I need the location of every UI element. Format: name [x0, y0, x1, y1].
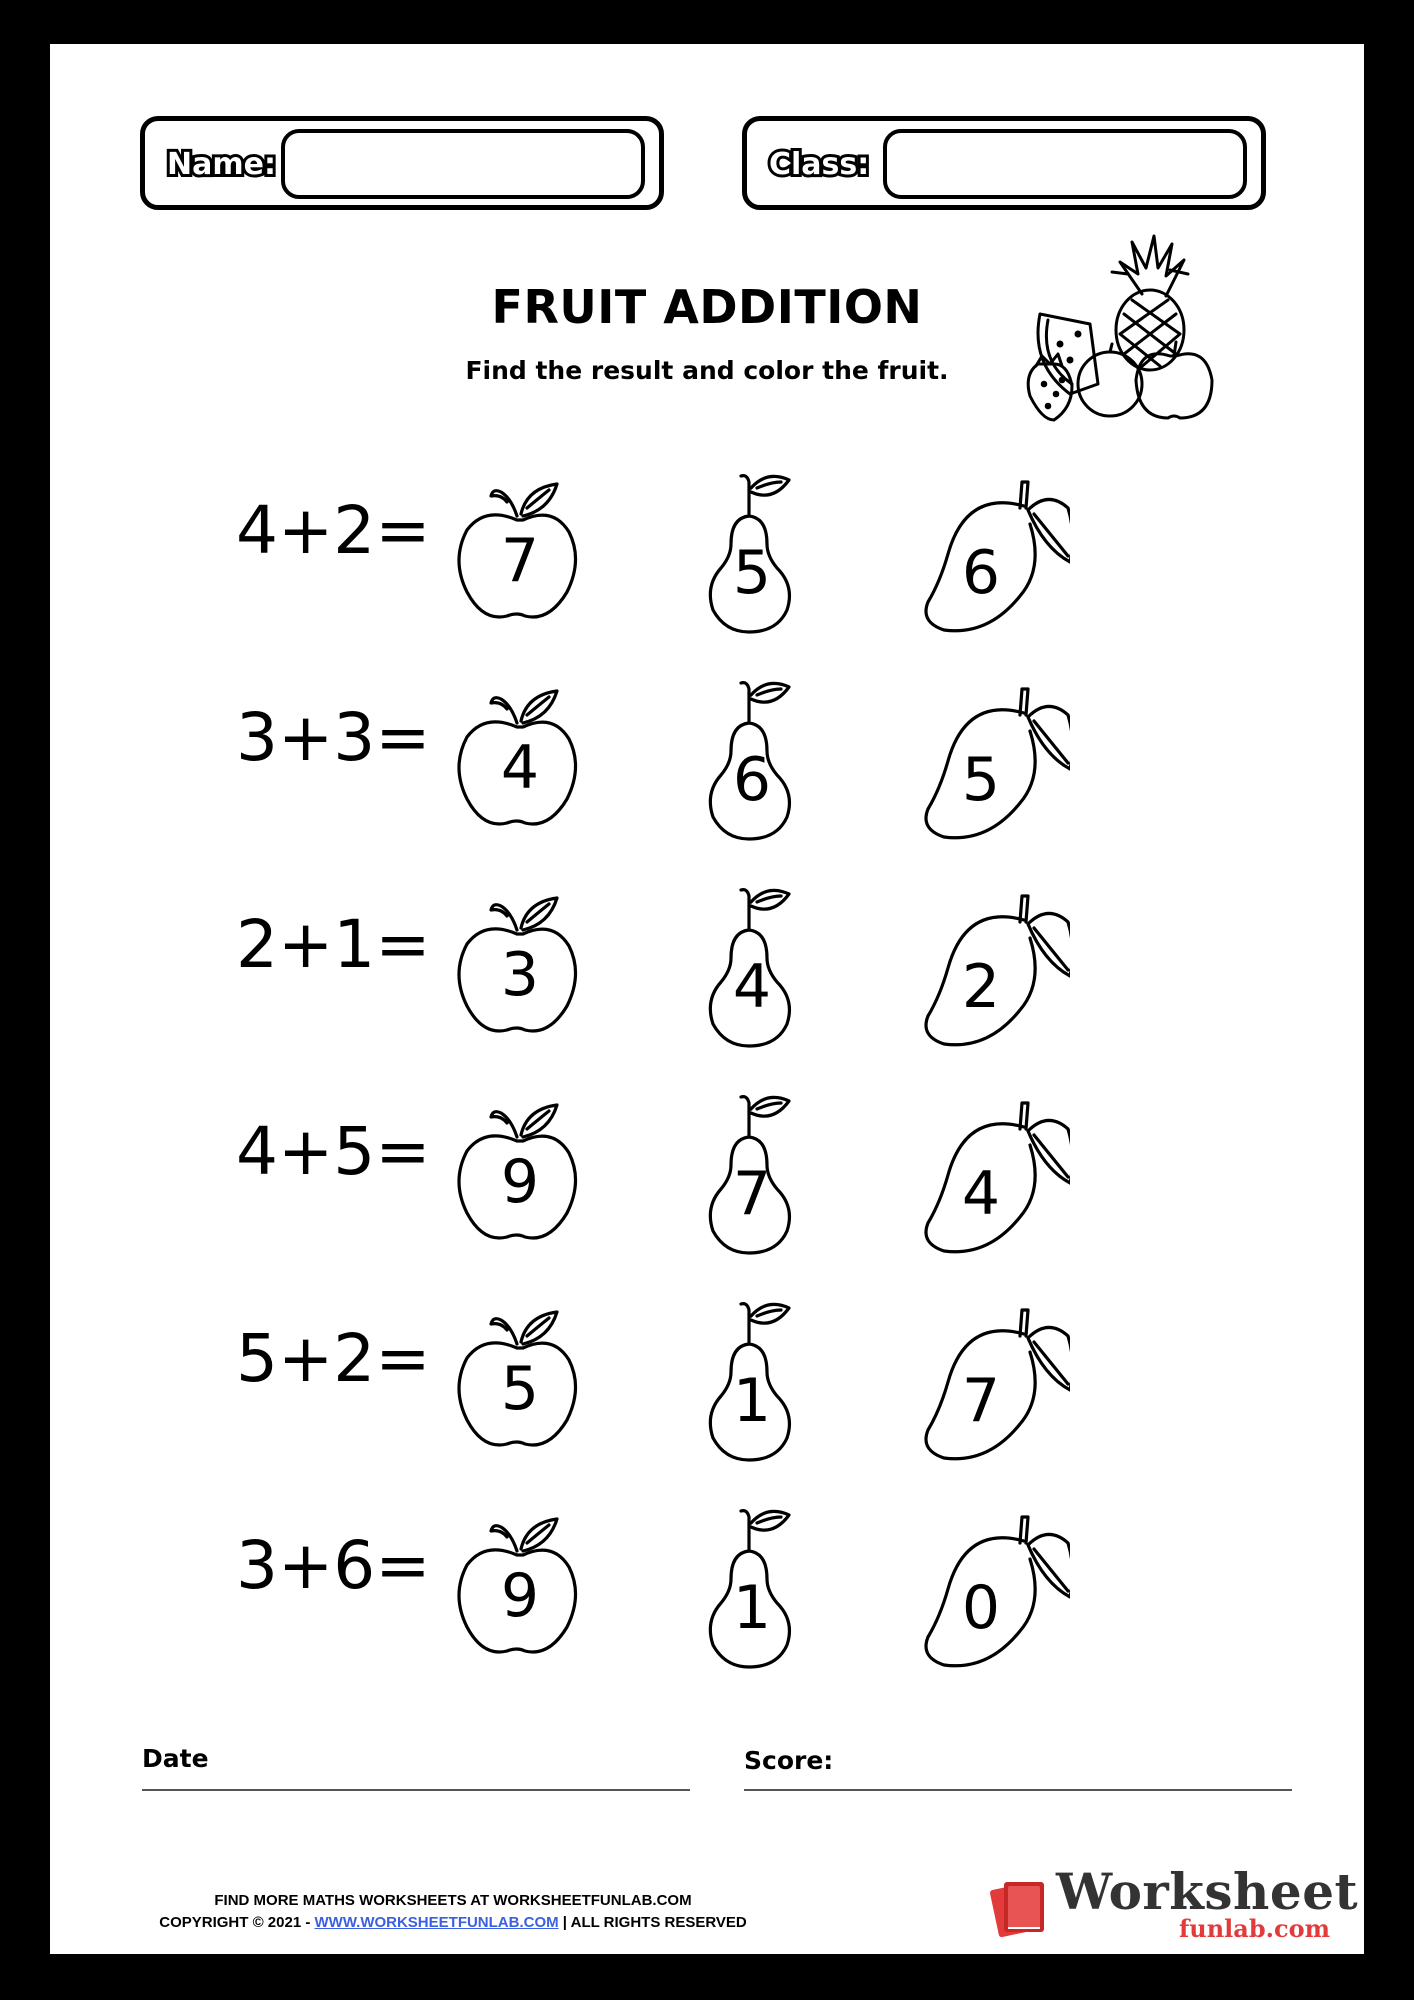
mango-answer-option[interactable] — [920, 1499, 1070, 1669]
equation: 4+2= — [236, 492, 431, 569]
equation: 2+1= — [236, 906, 431, 983]
logo-subtext: funlab.com — [1178, 1914, 1330, 1943]
equation: 5+2= — [236, 1320, 431, 1397]
mango-answer-option[interactable] — [920, 671, 1070, 841]
apple-answer-option[interactable] — [445, 464, 595, 634]
apple-number: 5 — [500, 1354, 540, 1424]
pear-answer-option[interactable] — [677, 1085, 827, 1255]
apple-answer-option[interactable] — [445, 1292, 595, 1462]
website-link[interactable]: WWW.WORKSHEETFUNLAB.COM — [314, 1914, 559, 1931]
problem-rows — [50, 44, 1364, 1744]
pear-number: 1 — [732, 1366, 772, 1436]
apple-number: 9 — [500, 1147, 540, 1217]
mango-answer-option[interactable] — [920, 878, 1070, 1048]
mango-answer-option[interactable] — [920, 464, 1070, 634]
score-label: Score: — [744, 1746, 834, 1775]
worksheet-page — [50, 44, 1364, 1954]
apple-number: 4 — [500, 733, 540, 803]
pear-answer-option[interactable] — [677, 878, 827, 1048]
apple-answer-option[interactable] — [445, 671, 595, 841]
mango-number: 7 — [961, 1366, 1001, 1436]
page-title: FRUIT ADDITION — [491, 280, 923, 334]
apple-number: 9 — [500, 1561, 540, 1631]
pear-answer-option[interactable] — [677, 1499, 827, 1669]
class-label: Class: — [769, 147, 870, 182]
mango-number: 2 — [961, 952, 1001, 1022]
date-line[interactable] — [142, 1789, 690, 1791]
apple-number: 7 — [500, 526, 540, 596]
pear-answer-option[interactable] — [677, 464, 827, 634]
apple-answer-option[interactable] — [445, 1499, 595, 1669]
score-line[interactable] — [744, 1789, 1292, 1791]
pear-answer-option[interactable] — [677, 1292, 827, 1462]
instructions: Find the result and color the fruit. — [465, 356, 949, 385]
pear-number: 4 — [732, 952, 772, 1022]
equation: 3+3= — [236, 699, 431, 776]
name-label: Name: — [167, 147, 276, 182]
mango-answer-option[interactable] — [920, 1292, 1070, 1462]
apple-answer-option[interactable] — [445, 1085, 595, 1255]
rights-text: | ALL RIGHTS RESERVED — [558, 1914, 747, 1931]
mango-number: 6 — [961, 538, 1001, 608]
logo-wordmark: Worksheet — [1056, 1862, 1359, 1921]
worksheetfunlab-logo — [990, 1862, 1359, 1948]
mango-number: 5 — [961, 745, 1001, 815]
pear-answer-option[interactable] — [677, 671, 827, 841]
pear-number: 7 — [732, 1159, 772, 1229]
apple-answer-option[interactable] — [445, 878, 595, 1048]
equation: 4+5= — [236, 1113, 431, 1190]
mango-number: 0 — [961, 1573, 1001, 1643]
pear-number: 1 — [732, 1573, 772, 1643]
mango-answer-option[interactable] — [920, 1085, 1070, 1255]
equation: 3+6= — [236, 1527, 431, 1604]
date-label: Date — [142, 1744, 209, 1773]
pear-number: 5 — [732, 538, 772, 608]
apple-number: 3 — [500, 940, 540, 1010]
footer-line-1: FIND MORE MATHS WORKSHEETS AT WORKSHEETFUNLAB.COM — [214, 1892, 692, 1909]
footer-line-2 — [142, 1914, 764, 1931]
pear-number: 6 — [732, 745, 772, 815]
copyright-text: COPYRIGHT © 2021 - — [159, 1914, 315, 1931]
books-icon — [990, 1868, 1054, 1938]
mango-number: 4 — [961, 1159, 1001, 1229]
